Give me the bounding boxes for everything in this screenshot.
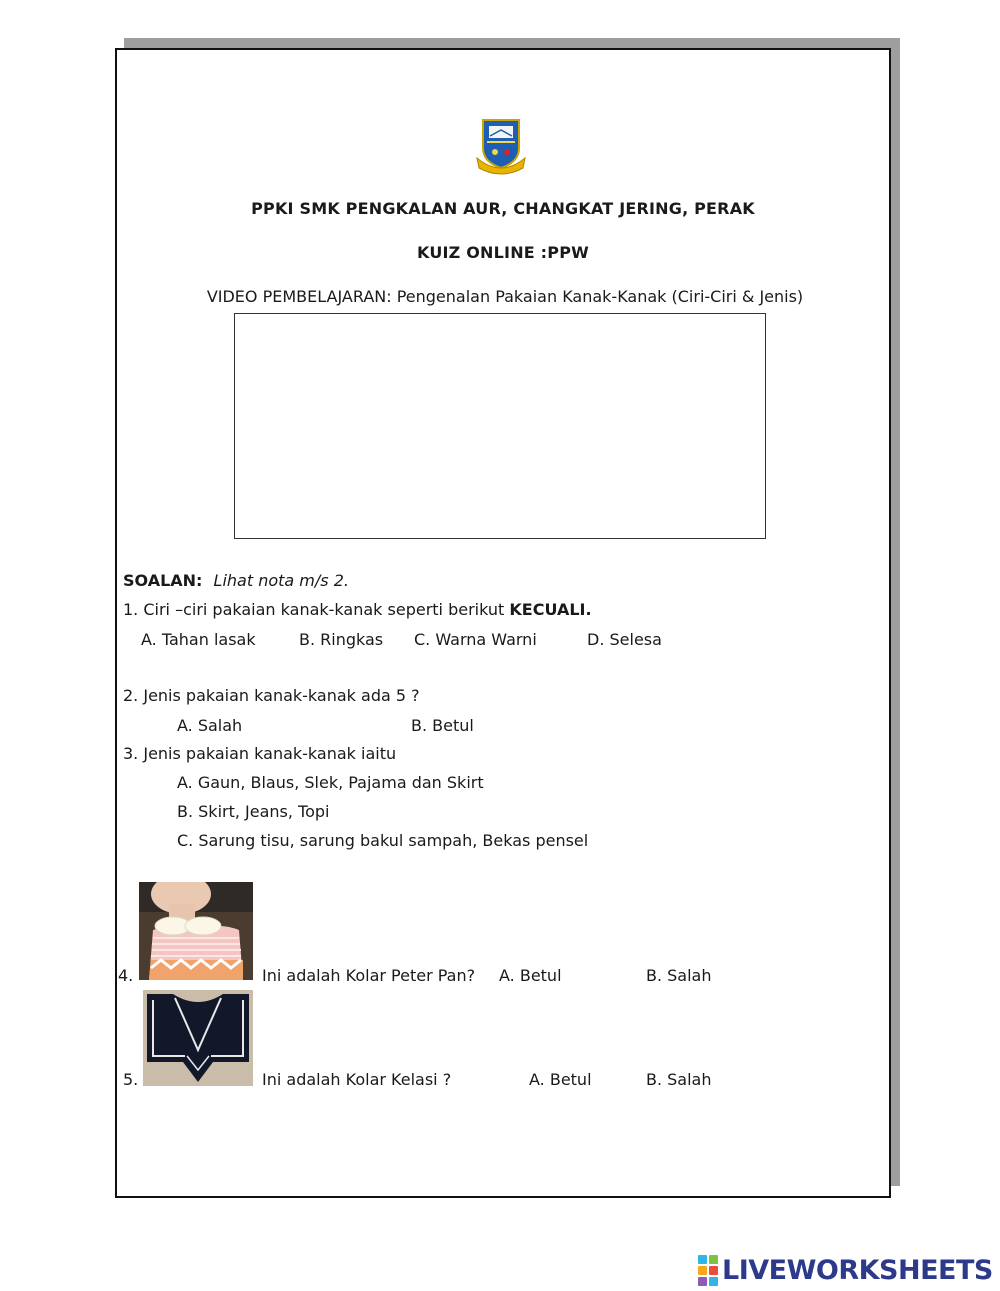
q2-option-b[interactable]: B. Betul bbox=[411, 716, 474, 735]
q3-option-a[interactable]: A. Gaun, Blaus, Slek, Pajama dan Skirt bbox=[177, 773, 484, 792]
school-name-heading: PPKI SMK PENGKALAN AUR, CHANGKAT JERING, PERAK bbox=[251, 199, 755, 218]
question-1 bbox=[123, 600, 592, 619]
question-5-number: 5. bbox=[123, 1070, 139, 1089]
q3-option-c[interactable]: C. Sarung tisu, sarung bakul sampah, Bekas pensel bbox=[177, 831, 589, 850]
soalan-label: SOALAN: bbox=[123, 571, 203, 590]
question-5-text: Ini adalah Kolar Kelasi ? bbox=[262, 1070, 452, 1089]
q3-option-b[interactable]: B. Skirt, Jeans, Topi bbox=[177, 802, 330, 821]
liveworksheets-brand[interactable] bbox=[698, 1252, 993, 1288]
q4-option-a[interactable]: A. Betul bbox=[499, 966, 562, 985]
question-1-text: 1. Ciri –ciri pakaian kanak-kanak seperti berikut bbox=[123, 600, 510, 619]
soalan-line bbox=[123, 571, 349, 590]
soalan-note: Lihat nota m/s 2. bbox=[213, 571, 349, 590]
q1-option-d[interactable]: D. Selesa bbox=[587, 630, 662, 649]
q4-option-b[interactable]: B. Salah bbox=[646, 966, 712, 985]
question-4-text: Ini adalah Kolar Peter Pan? bbox=[262, 966, 476, 985]
q1-option-b[interactable]: B. Ringkas bbox=[299, 630, 384, 649]
q1-option-a[interactable]: A. Tahan lasak bbox=[141, 630, 256, 649]
q5-option-b[interactable]: B. Salah bbox=[646, 1070, 712, 1089]
liveworksheets-logo-icon bbox=[698, 1255, 718, 1286]
video-placeholder[interactable] bbox=[234, 313, 766, 539]
sailor-collar-photo bbox=[143, 990, 253, 1086]
question-4-number: 4. bbox=[118, 966, 134, 985]
question-2-text: 2. Jenis pakaian kanak-kanak ada 5 ? bbox=[123, 686, 420, 705]
question-3-text: 3. Jenis pakaian kanak-kanak iaitu bbox=[123, 744, 397, 763]
video-label: VIDEO PEMBELAJARAN: Pengenalan Pakaian Kanak-Kanak (Ciri-Ciri & Jenis) bbox=[206, 287, 804, 306]
peter-pan-collar-photo bbox=[139, 882, 253, 980]
brand-name: LIVEWORKSHEETS bbox=[722, 1254, 993, 1286]
q2-option-a[interactable]: A. Salah bbox=[177, 716, 243, 735]
question-1-emphasis: KECUALI. bbox=[509, 600, 592, 619]
q5-option-a[interactable]: A. Betul bbox=[529, 1070, 592, 1089]
quiz-title: KUIZ ONLINE :PPW bbox=[417, 243, 589, 262]
school-crest-logo bbox=[475, 118, 527, 176]
q1-option-c[interactable]: C. Warna Warni bbox=[414, 630, 537, 649]
worksheet-page bbox=[115, 48, 891, 1198]
